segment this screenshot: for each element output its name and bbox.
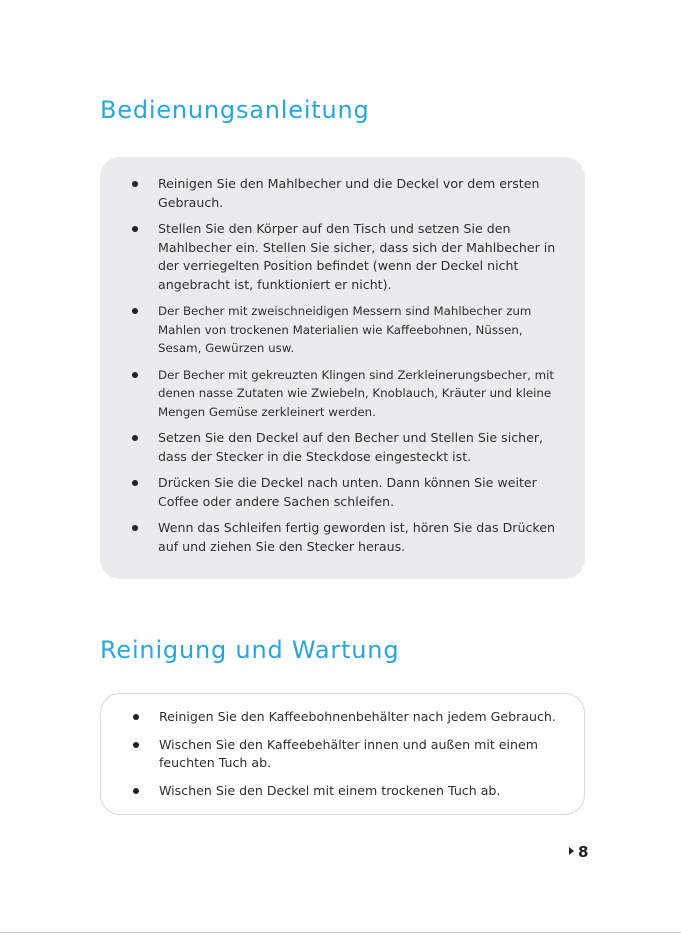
list-item xyxy=(131,708,558,727)
bullet-icon xyxy=(133,742,139,748)
section-title-care: Reinigung und Wartung xyxy=(100,636,400,664)
care-instructions-box xyxy=(100,693,585,815)
bullet-icon xyxy=(132,181,138,187)
list-item xyxy=(131,736,558,773)
list-item xyxy=(130,366,559,422)
list-item-text: Setzen Sie den Deckel auf den Becher und Stellen Sie sicher, dass der Stecker in die Steckdose eingesteckt ist. xyxy=(158,430,544,464)
list-item-text: Wenn das Schleifen fertig geworden ist, hören Sie das Drücken auf und ziehen Sie den Stecker heraus. xyxy=(158,520,555,554)
page-number xyxy=(569,843,588,861)
list-item-text: Wischen Sie den Deckel mit einem trockenen Tuch ab. xyxy=(159,782,501,798)
bullet-icon xyxy=(132,308,138,314)
bullet-icon xyxy=(132,525,138,531)
list-item xyxy=(130,220,559,294)
list-item xyxy=(130,429,559,466)
bullet-icon xyxy=(133,788,139,794)
list-item xyxy=(130,302,559,358)
list-item-text: Stellen Sie den Körper auf den Tisch und setzen Sie den Mahlbecher ein. Stellen Sie sicher, dass sich der Mahlbecher in der verriegelten Position befindet (wenn der Deckel nicht angebracht ist, funktioniert er nicht). xyxy=(158,221,556,292)
bullet-icon xyxy=(132,435,138,441)
bullet-icon xyxy=(132,480,138,486)
list-item-text: Der Becher mit gekreuzten Klingen sind Zerkleinerungsbecher, mit denen nasse Zutaten wie Zwiebeln, Knoblauch, Kräuter und kleine Mengen Gemüse zerkleinert werden. xyxy=(158,367,555,419)
usage-list xyxy=(130,175,559,556)
list-item-text: Reinigen Sie den Mahlbecher und die Deckel vor dem ersten Gebrauch. xyxy=(158,176,540,210)
page-arrow-icon xyxy=(569,847,574,855)
list-item xyxy=(130,175,559,212)
bullet-icon xyxy=(133,714,139,720)
list-item xyxy=(130,519,559,556)
bullet-icon xyxy=(132,372,138,378)
usage-instructions-box xyxy=(100,157,585,579)
list-item xyxy=(130,474,559,511)
list-item-text: Reinigen Sie den Kaffeebohnenbehälter nach jedem Gebrauch. xyxy=(159,709,556,724)
care-list xyxy=(131,708,558,800)
list-item-text: Wischen Sie den Kaffeebehälter innen und außen mit einem feuchten Tuch ab. xyxy=(159,736,539,770)
page-number-text: 8 xyxy=(578,843,589,861)
bullet-icon xyxy=(132,226,138,232)
list-item xyxy=(131,782,558,801)
list-item-text: Der Becher mit zweischneidigen Messern sind Mahlbecher zum Mahlen von trockenen Materialien wie Kaffeebohnen, Nüssen, Sesam, Gewürzen usw. xyxy=(158,304,532,355)
list-item-text: Drücken Sie die Deckel nach unten. Dann können Sie weiter Coffee oder andere Sachen schleifen. xyxy=(158,475,537,509)
section-title-usage: Bedienungsanleitung xyxy=(100,96,370,124)
